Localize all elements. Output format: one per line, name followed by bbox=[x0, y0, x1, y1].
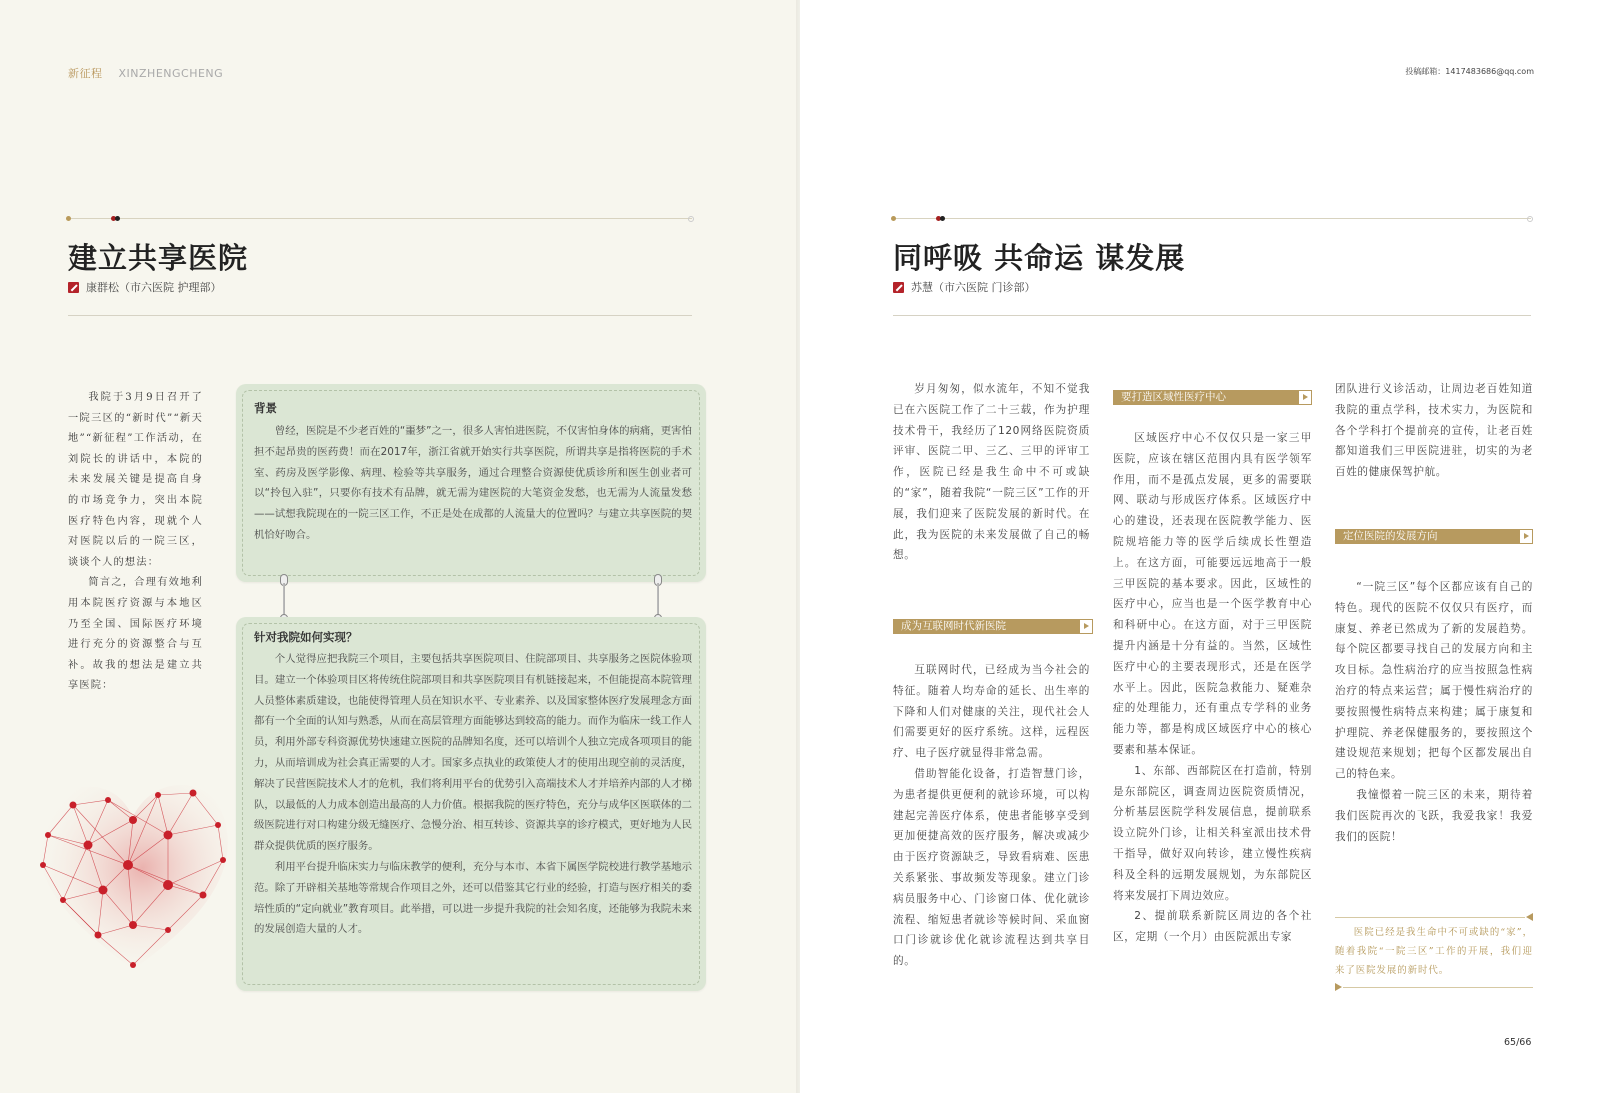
box-title: 背景 bbox=[254, 401, 277, 415]
running-head bbox=[68, 65, 223, 81]
pen-icon bbox=[893, 282, 904, 293]
network-heart-illustration bbox=[28, 765, 238, 980]
body-paragraph: 2、提前联系新院区周边的各个社区，定期（一个月）由医院派出专家 bbox=[1113, 910, 1312, 944]
body-paragraph: 互联网时代，已经成为当今社会的特征。随着人均寿命的延长、出生率的下降和人们对健康的关注，现代社会人们需要更好的医疗系统。这样，远程医疗、电子医疗就显得非常急需。 bbox=[893, 664, 1090, 760]
box-paragraph: 利用平台提升临床实力与临床教学的便利，充分与本市、本省下属医学院校进行教学基地示范。除了开辟相关基地等常规合作项目之外，还可以借鉴其它行业的经验，打造与医疗相关的委培性质的“定向就业”教育项目。此举措，可以进一步提升我院的社会知名度，还能够为我院未来的发展创造大量的人才。 bbox=[254, 860, 692, 936]
title-deco-line bbox=[68, 218, 692, 219]
article-column-3 bbox=[1335, 379, 1533, 483]
subhead-label: 要打造区域性医疗中心 bbox=[1121, 391, 1226, 403]
pull-quote-text bbox=[1335, 923, 1533, 980]
section-subhead bbox=[1335, 529, 1533, 544]
deco-dot-pair bbox=[111, 216, 121, 221]
author-name: 康群松（市六医院 护理部） bbox=[86, 281, 222, 294]
box-paragraph: 曾经，医院是不少老百姓的“噩梦”之一，很多人害怕进医院，不仅害怕身体的病痛，更害怕担不起昂贵的医药费！而在2017年，浙江省就开始实行共享医院，所谓共享是指将医院的手术室、药房及医学影像、病理、检验等共享服务，通过合理整合资源使优质诊所和医生创业者可以“拎包入驻”，只要你有技术有品牌，就无需为建医院的大笔资金发愁，也无需为人流量发愁——试想我院现在的一院三区工作，不正是处在成都的人流量大的位置吗？与建立共享医院的契机恰好吻合。 bbox=[254, 425, 692, 541]
article-column-1-cont bbox=[893, 660, 1090, 972]
article-column-1 bbox=[893, 379, 1090, 566]
background-box bbox=[236, 384, 706, 582]
deco-dot-right bbox=[1527, 216, 1533, 222]
quote-marker-icon bbox=[1335, 983, 1342, 991]
author-name: 苏慧（市六医院 门诊部） bbox=[911, 281, 1036, 294]
article-title: 同呼吸 共命运 谋发展 bbox=[893, 241, 1186, 275]
body-paragraph: 团队进行义诊活动，让周边老百姓知道我院的重点学科，技术实力，为医院和各个学科打个提前亮的宣传，让老百姓都知道我们三甲医院进驻，切实的为老百姓的健康保驾护航。 bbox=[1335, 383, 1533, 479]
deco-dot-pair bbox=[936, 216, 946, 221]
box-paragraph: 个人觉得应把我院三个项目，主要包括共享医院项目、住院部项目、共享服务之医院体验项目。建立一个体验项目区将传统住院部项目和共享医院项目有机链接起来，不但能提高本院管理人员整体素质建设，也能使得管理人员在知识水平、专业素养、以及国家整体医疗发展理念方面都有一个全面的认知与熟悉，从而在高层管理方面能够达到较高的能力。而作为临床一线工作人员，利用外部专科资源优势快速建立医院的品牌知名度，还可以培训个人独立完成各项项目的能力，从而培训成为社会真正需要的人才。国家多点执业的政策使人才的使用出现空前的灵活度，解决了民营医院技术人才的危机，我们将利用平台的优势引入高端技术人才并培养内部的人才梯队，以最低的人力成本创造出最高的人力价值。根据我院的医疗特色，充分与成华区医联体的二级医院进行对口构建分级无缝医疗、急慢分治、相互转诊、资源共享的诊疗模式，更好地为人民群众提供优质的医疗服务。 bbox=[254, 653, 692, 853]
body-paragraph: 区域医疗中心不仅仅只是一家三甲医院，应该在辖区范围内具有医学领军作用，而不是孤点发展，更多的需要联网、联动与形成医疗体系。区域医疗中心的建设，还表现在医院教学能力、医院规培能力等的医学后续成长性塑造上。在这方面，可能要远远地高于一般三甲医院的基本要求。因此，区域性的医疗中心，应当也是一个医学教育中心和科研中心。在这方面，对于三甲医院提升内涵是十分有益的。当然，区域性医疗中心的主要表现形式，还是在医学水平上。因此，医院急救能力、疑难杂症的处理能力，还有重点专学科的业务能力等，都是构成区域医疗中心的核心要素和基本保证。 bbox=[1113, 432, 1312, 756]
section-subhead bbox=[893, 619, 1093, 634]
pull-quote-paragraph: 医院已经是我生命中不可或缺的“家”，随着我院“一院三区”工作的开展，我们迎来了医院发展的新时代。 bbox=[1335, 927, 1533, 976]
title-rule bbox=[893, 315, 1531, 316]
body-paragraph: “一院三区”每个区都应该有自己的特色。现代的医院不仅仅只有医疗，而康复、养老已然成为了新的发展趋势。每个院区都要寻找自己的发展方向和主攻目标。急性病治疗的应当按照急性病治疗的特点来运营；属于慢性病治疗的要按照慢性病特点来构建；属于康复和护理院、养老保健服务的，要按照这个建设规范来规划；把每个区都发展出自己的特色来。 bbox=[1335, 581, 1533, 781]
body-paragraph: 借助智能化设备，打造智慧门诊，为患者提供更便利的就诊环境，可以构建起完善医疗体系，使患者能够享受到更加便捷高效的医疗服务，解决或减少由于医疗资源缺乏，导致看病难、医患关系紧张、事故频发等现象。建立门诊病员服务中心、门诊窗口体、优化就诊流程、缩短患者就诊等候时间、采血窗口门诊就诊优化就诊流程达到共享目的。 bbox=[893, 767, 1090, 968]
arrow-right-icon bbox=[1079, 619, 1093, 634]
title-rule bbox=[68, 315, 692, 316]
subhead-label: 成为互联网时代新医院 bbox=[901, 620, 1006, 632]
article-title: 建立共享医院 bbox=[68, 241, 249, 275]
box-title: 针对我院如何实现？ bbox=[254, 630, 358, 644]
body-paragraph: 我憧憬着一院三区的未来，期待着我们医院再次的飞跃，我爱我家！我爱我们的医院！ bbox=[1335, 788, 1533, 843]
intro-paragraph: 简言之，合理有效地利用本院医疗资源与本地区乃至全国、国际医疗环境进行充分的资源整合与互补。故我的想法是建立共享医院： bbox=[68, 577, 203, 692]
intro-column bbox=[68, 388, 203, 697]
subhead-label: 定位医院的发展方向 bbox=[1343, 530, 1438, 542]
title-deco-line bbox=[893, 218, 1531, 219]
box-text bbox=[254, 421, 692, 546]
article-column-3-cont bbox=[1335, 577, 1533, 847]
body-paragraph: 1、东部、西部院区在打造前，特别是东部院区，调查周边医院资质情况，分析基层医院学科发展信息，提前联系设立院外门诊，让相关科室派出技术骨干指导，做好双向转诊，建立慢性疾病科及全科的远期发展规划，为东部院区将来发展打下周边效应。 bbox=[1113, 764, 1312, 902]
article-column-2 bbox=[1113, 428, 1312, 948]
section-name-cn: 新征程 bbox=[68, 67, 103, 80]
section-subhead bbox=[1113, 390, 1312, 405]
deco-dot-right bbox=[688, 216, 694, 222]
arrow-right-icon bbox=[1298, 390, 1312, 405]
article-author bbox=[68, 279, 222, 295]
quote-marker-icon bbox=[1526, 913, 1533, 921]
deco-dot-left bbox=[891, 216, 896, 221]
section-name-en: XINZHENGCHENG bbox=[118, 67, 224, 80]
intro-paragraph: 我院于3月9日召开了一院三区的“新时代”“新天地”“新征程”工作活动，在刘院长的讲话中，本院的未来发展关键是提高自身的市场竞争力，突出本院医疗特色内容，现就个人对医院以后的一院三区，谈谈个人的想法： bbox=[68, 392, 203, 568]
deco-dot-left bbox=[66, 216, 71, 221]
box-text bbox=[254, 649, 692, 940]
implementation-box bbox=[236, 617, 706, 991]
page-number: 65/66 bbox=[1504, 1037, 1532, 1048]
article-author bbox=[893, 279, 1036, 295]
arrow-right-icon bbox=[1519, 529, 1533, 544]
body-paragraph: 岁月匆匆，似水流年，不知不觉我已在六医院工作了二十三载，作为护理技术骨干，我经历了120网络医院资质评审、医院二甲、三乙、三甲的评审工作，医院已经是我生命中不可或缺的“家”，随着我院“一院三区”工作的开展，我们迎来了医院发展的新时代。在此，我为医院的未来发展做了自己的畅想。 bbox=[893, 383, 1090, 562]
pen-icon bbox=[68, 282, 79, 293]
contact-email: 投稿邮箱：1417483686@qq.com bbox=[1405, 67, 1534, 76]
